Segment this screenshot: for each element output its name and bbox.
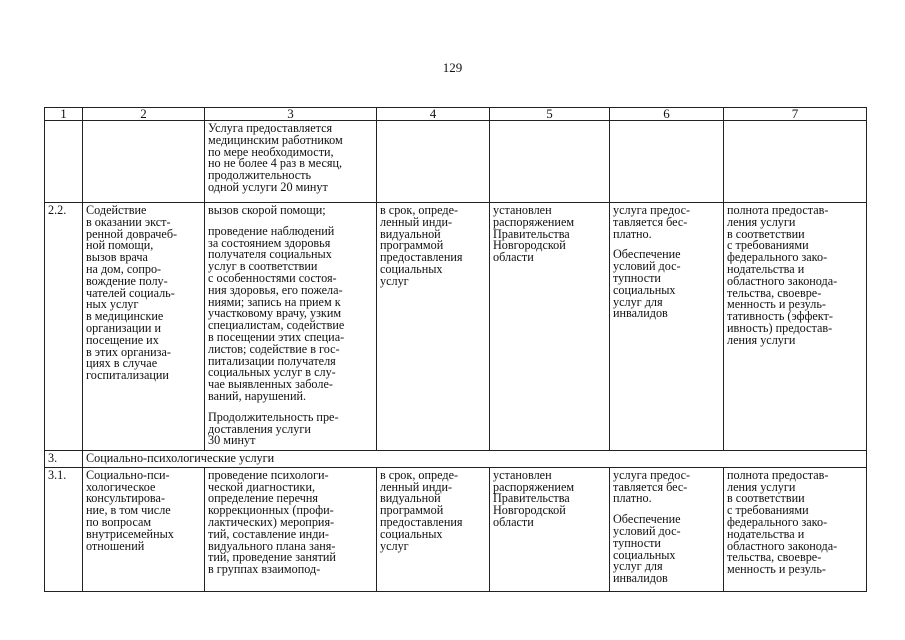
column-number: 1 bbox=[45, 108, 83, 121]
standard-text: установлен распоряжением Правительства Новгородской области bbox=[493, 467, 575, 529]
service-content-cell bbox=[205, 121, 377, 203]
service-name-cell bbox=[83, 121, 205, 203]
term-text: в срок, опреде- ленный инди- видуальной программой предоставления социальных услуг bbox=[380, 203, 463, 288]
term-cell bbox=[377, 203, 490, 451]
service-content-text: проведение наблюдений за состоянием здоровья получателя социальных услуг в соответствии с особенностями состоя- ния здоровья, его пожела- ниями; запись на прием к участковому врачу, узким специалистам, содействие в посещении этих специа- листов; содействие в гос- питализации получателя социальных услуг в слу- чае выявленных заболе- ваний, нарушений. bbox=[208, 223, 345, 403]
table-row bbox=[45, 121, 867, 203]
service-content-cell bbox=[205, 203, 377, 451]
term-cell bbox=[377, 121, 490, 203]
quality-text: полнота предостав- ления услуги в соответствии с требованиями федерального зако- нодательства и областного законода- тельства, своевре- менность и резуль- тативность (эффект- ивность) предостав- ления услуги bbox=[727, 203, 838, 347]
row-number: 3.1. bbox=[45, 467, 83, 591]
quality-cell bbox=[724, 121, 867, 203]
services-table bbox=[44, 107, 867, 592]
row-number: 2.2. bbox=[45, 203, 83, 451]
service-content-cell bbox=[205, 467, 377, 591]
quality-text: полнота предостав- ления услуги в соответствии с требованиями федерального зако- нодательства и областного законода- тельства, своевре- менность и резуль- bbox=[727, 467, 838, 577]
column-number: 5 bbox=[490, 108, 610, 121]
service-name-text: Социально-пси- хологическое консультирова- ние, в том числе по вопросам внутрисемейных отношений bbox=[86, 467, 174, 553]
standard-cell bbox=[490, 121, 610, 203]
conditions-cell bbox=[610, 121, 724, 203]
term-text: в срок, опреде- ленный инди- видуальной программой предоставления социальных услуг bbox=[380, 467, 463, 553]
table-row bbox=[45, 203, 867, 451]
column-number: 6 bbox=[610, 108, 724, 121]
conditions-text: Обеспечение условий дос- тупности социальных услуг для инвалидов bbox=[613, 512, 681, 586]
section-number: 3. bbox=[45, 451, 83, 468]
row-number bbox=[45, 121, 83, 203]
section-title: Социально-психологические услуги bbox=[83, 451, 867, 468]
conditions-cell bbox=[610, 203, 724, 451]
standard-cell bbox=[490, 467, 610, 591]
conditions-text: Обеспечение условий дос- тупности социальных услуг для инвалидов bbox=[613, 247, 681, 321]
column-number: 7 bbox=[724, 108, 867, 121]
quality-cell bbox=[724, 467, 867, 591]
conditions-cell bbox=[610, 467, 724, 591]
service-content-text: Продолжительность пре- доставления услуги 30 минут bbox=[208, 409, 339, 448]
conditions-text: услуга предос- тавляется бес- платно. bbox=[613, 467, 691, 506]
column-number: 3 bbox=[205, 108, 377, 121]
service-content-text: Услуга предоставляется медицинским работником по мере необходимости, но не более 4 раз в месяц, продолжительность одной услуги 20 минут bbox=[208, 121, 343, 194]
service-name-cell bbox=[83, 467, 205, 591]
page-number: 129 bbox=[442, 60, 463, 75]
column-number-row bbox=[45, 108, 867, 121]
table-row bbox=[45, 467, 867, 591]
column-number: 2 bbox=[83, 108, 205, 121]
quality-cell bbox=[724, 203, 867, 451]
section-row bbox=[45, 451, 867, 468]
conditions-text: услуга предос- тавляется бес- платно. bbox=[613, 203, 691, 241]
service-content-text: проведение психологи- ческой диагностики, определение перечня коррекционных (профи- лактических) мероприя- тий, составление инди- видуального плана заня- тий, проведение занятий в группах взаимопод- bbox=[208, 467, 336, 577]
standard-text: установлен распоряжением Правительства Новгородской области bbox=[493, 203, 575, 265]
service-content-text: вызов скорой помощи; bbox=[208, 203, 326, 217]
term-cell bbox=[377, 467, 490, 591]
service-name-text: Содействие в оказании экст- ренной доврачеб- ной помощи, вызов врача на дом, сопро- вождение полу- чателей социаль- ных услуг в медицинские организации и посещение их в этих организа- циях в случае госпитализации bbox=[86, 203, 178, 383]
column-number: 4 bbox=[377, 108, 490, 121]
service-name-cell bbox=[83, 203, 205, 451]
standard-cell bbox=[490, 203, 610, 451]
